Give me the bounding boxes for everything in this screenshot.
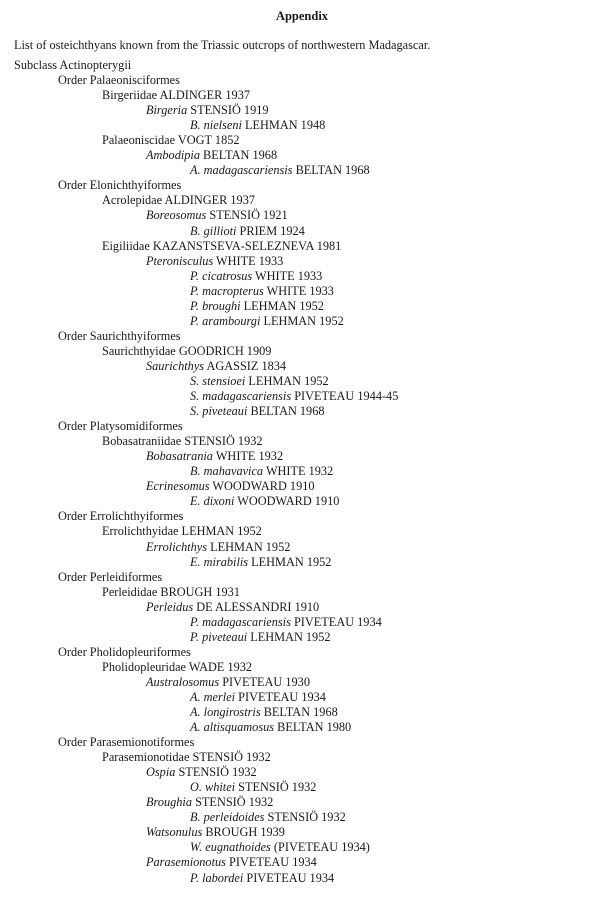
taxon-family: Palaeoniscidae VOGT 1852 [102, 133, 240, 148]
taxon-species [0, 810, 604, 825]
taxon-order: Order Platysomidiformes [58, 419, 183, 434]
taxon-species [0, 720, 604, 735]
taxon-authority: BELTAN 1968 [295, 163, 370, 178]
taxon-authority: WHITE 1932 [265, 464, 334, 479]
taxon-authority: PIVETEAU 1934 [293, 614, 382, 629]
taxon-name: Ospia [146, 765, 176, 780]
taxon-species [0, 690, 604, 705]
taxon-species [0, 404, 604, 419]
taxon-order: Order Parasemionotiformes [58, 735, 195, 750]
taxon-species [0, 464, 604, 479]
taxon-species [0, 314, 604, 329]
taxon-species [0, 630, 604, 645]
taxon-name: Ecrinesomus [146, 479, 210, 494]
taxon-genus [0, 540, 604, 555]
taxon-species [0, 840, 604, 855]
taxon-authority: LEHMAN 1952 [251, 554, 332, 569]
taxon-genus [0, 208, 604, 223]
taxon-species [0, 871, 604, 886]
taxon-name: Perleidus [146, 599, 194, 614]
taxon-family: Pholidopleuridae WADE 1932 [102, 659, 253, 674]
taxon-genus [0, 254, 604, 269]
taxon-name: A. madagascariensis [190, 163, 293, 178]
taxon-authority: DE ALESSANDRI 1910 [196, 599, 320, 614]
taxon-family: Eigiliidae KAZANSTSEVA-SELEZNEVA 1981 [102, 238, 342, 253]
taxon-name: Errolichthys [146, 539, 208, 554]
taxon-name: Watsonulus [146, 825, 203, 840]
taxon-name: Bobasatrania [146, 449, 213, 464]
taxon-name: P. cicatrosus [190, 268, 253, 283]
taxon-name: E. dixoni [190, 494, 235, 509]
taxon-authority: STENSIÖ 1919 [190, 103, 269, 118]
taxon-name: B. perleidoides [190, 810, 265, 825]
taxon-name: P. piveteaui [190, 629, 248, 644]
taxon-name: W. eugnathoides [190, 840, 271, 855]
taxon-name: B. nielseni [190, 118, 242, 133]
taxon-authority: PIVETEAU 1934 [229, 855, 317, 870]
taxon-authority: STENSIÖ 1932 [267, 810, 346, 825]
taxon-species [0, 555, 604, 570]
taxon-name: S. madagascariensis [190, 389, 292, 404]
taxon-name: S. stensioei [190, 373, 246, 388]
taxon-family: Acrolepidae ALDINGER 1937 [102, 193, 255, 208]
taxon-name: Broughia [146, 795, 192, 810]
taxon-genus [0, 855, 604, 870]
taxon-genus [0, 675, 604, 690]
taxon-species [0, 374, 604, 389]
taxon-genus [0, 449, 604, 464]
taxon-species [0, 780, 604, 795]
taxon-genus [0, 600, 604, 615]
taxon-authority: BELTAN 1968 [263, 705, 338, 720]
taxon-authority: BELTAN 1968 [203, 148, 278, 163]
taxon-authority: WOODWARD 1910 [212, 479, 315, 494]
taxon-name: S. piveteaui [190, 404, 248, 419]
taxon-name: Saurichthys [146, 358, 205, 373]
taxonomy-list [0, 58, 604, 886]
taxon-authority: LEHMAN 1948 [245, 118, 326, 133]
taxon-genus [0, 795, 604, 810]
taxon-authority: PIVETEAU 1934 [238, 689, 326, 704]
taxon-name: A. altisquamosus [190, 720, 275, 735]
taxon-species [0, 224, 604, 239]
taxon-authority: AGASSIZ 1834 [206, 358, 287, 373]
taxon-name: O. whitei [190, 780, 236, 795]
taxon-authority: WHITE 1933 [266, 283, 334, 298]
taxon-name: P. arambourgi [190, 313, 261, 328]
taxon-order: Order Errolichthyiformes [58, 509, 184, 524]
taxon-species [0, 494, 604, 509]
taxon-order: Order Saurichthyiformes [58, 328, 181, 343]
taxon-authority: PIVETEAU 1944-45 [294, 389, 399, 404]
taxon-name: P. broughi [190, 298, 241, 313]
taxon-genus [0, 825, 604, 840]
taxon-authority: WOODWARD 1910 [237, 494, 340, 509]
taxon-family: Parasemionotidae STENSIÖ 1932 [102, 750, 271, 765]
taxon-authority: WHITE 1932 [215, 449, 284, 464]
taxon-name: A. merlei [190, 689, 236, 704]
taxon-authority: LEHMAN 1952 [250, 629, 331, 644]
taxon-genus [0, 359, 604, 374]
taxon-species [0, 163, 604, 178]
taxon-name: P. labordei [190, 870, 244, 885]
taxon-name: P. macropterus [190, 283, 264, 298]
taxon-authority: STENSIÖ 1921 [209, 208, 288, 223]
taxon-name: E. mirabilis [190, 554, 249, 569]
taxon-authority: PIVETEAU 1930 [222, 674, 310, 689]
taxon-family: Perleididae BROUGH 1931 [102, 584, 240, 599]
taxon-authority: BELTAN 1980 [277, 720, 352, 735]
intro-text: List of osteichthyans known from the Triassic outcrops of northwestern Madagascar. [14, 38, 431, 52]
taxon-authority: (PIVETEAU 1934) [273, 840, 370, 855]
taxon-name: Pteronisculus [146, 253, 214, 268]
taxon-order: Order Perleidiformes [58, 569, 163, 584]
taxon-order: Order Elonichthyiformes [58, 178, 182, 193]
taxon-species [0, 389, 604, 404]
taxon-genus [0, 103, 604, 118]
taxon-genus [0, 148, 604, 163]
taxon-genus [0, 479, 604, 494]
taxon-authority: LEHMAN 1952 [210, 539, 291, 554]
taxon-authority: LEHMAN 1952 [243, 298, 324, 313]
page-title: Appendix [275, 9, 329, 23]
taxon-authority: LEHMAN 1952 [248, 373, 329, 388]
taxon-subclass: Subclass Actinopterygii [14, 58, 132, 72]
taxon-family: Errolichthyidae LEHMAN 1952 [102, 524, 262, 539]
taxon-species [0, 284, 604, 299]
taxon-name: B. mahavavica [190, 464, 264, 479]
taxon-name: Parasemionotus [146, 855, 226, 870]
taxon-authority: LEHMAN 1952 [263, 313, 344, 328]
taxon-authority: BROUGH 1939 [205, 825, 285, 840]
taxon-species [0, 705, 604, 720]
taxon-name: P. madagascariensis [190, 614, 291, 629]
taxon-species [0, 299, 604, 314]
taxon-authority: WHITE 1933 [255, 268, 323, 283]
taxon-name: Ambodipia [146, 148, 200, 163]
taxon-species [0, 615, 604, 630]
taxon-authority: STENSIÖ 1932 [195, 795, 274, 810]
taxon-order: Order Pholidopleuriformes [58, 644, 191, 659]
taxon-authority: BELTAN 1968 [250, 404, 325, 419]
taxon-name: B. gillioti [190, 223, 237, 238]
taxon-family: Saurichthyidae GOODRICH 1909 [102, 343, 272, 358]
taxon-name: Australosomus [146, 674, 220, 689]
taxon-species [0, 269, 604, 284]
taxon-authority: STENSIÖ 1932 [238, 780, 317, 795]
taxon-family: Birgeriidae ALDINGER 1937 [102, 88, 250, 103]
taxon-species [0, 118, 604, 133]
taxon-name: Boreosomus [146, 208, 207, 223]
taxon-authority: PRIEM 1924 [239, 223, 305, 238]
taxon-order: Order Palaeonisciformes [58, 73, 180, 88]
taxon-family: Bobasatraniidae STENSIÖ 1932 [102, 434, 263, 449]
taxon-authority: WHITE 1933 [216, 253, 284, 268]
taxon-authority: PIVETEAU 1934 [246, 870, 335, 885]
taxon-genus [0, 765, 604, 780]
taxon-name: A. longirostris [190, 705, 261, 720]
taxon-name: Birgeria [146, 103, 188, 118]
taxon-authority: STENSIÖ 1932 [178, 765, 257, 780]
